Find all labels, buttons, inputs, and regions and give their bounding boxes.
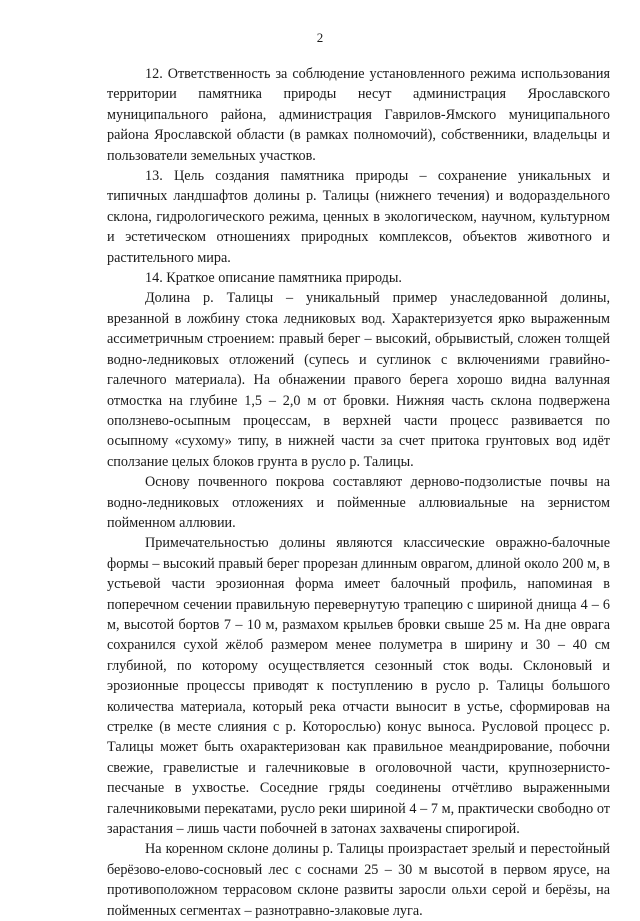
paragraph-vegetation: На коренном склоне долины р. Талицы произрастает зрелый и перестойный берёзово-елово-сосновый лес с соснами 25 – 30 м высотой в первом ярусе, на противоположном террасовом склоне развиты заросли ольхи серой и берёзы, на пойменных сегментах – разнотравно-злаковые луга.: [107, 841, 610, 919]
paragraph-description-heading: 14. Краткое описание памятника природы.: [145, 270, 402, 287]
paragraph-ravine-forms: Примечательностью долины являются классические овражно-балочные формы – высокий правый берег прорезан длинным оврагом, длиной около 200 м, в устьевой части эрозионная форма имеет балочный профиль, напоминая в поперечном сечении правильную перевернутую трапецию с шириной днища 4 – 6 м, высотой бортов 7 – 10 м, размахом крыльев бровки свыше 25 м. На дне оврага сохранился сухой жёлоб размером менее полуметра в ширину и 30 – 40 см глубиной, по которому осуществляется сезонный сток воды. Склоновый и эрозионные процессы приводят к поступлению в русло р. Талицы большого количества материала, который река отчасти выносит в устье, сформировав на стрелке (в месте слияния с р. Которослью) конус выноса. Русловой процесс р. Талицы может быть охарактеризован как правильное меандрирование, побочни свежие, гравелистые и галечниковые в оголовочной части, крупнозернисто-песчаные в ухвостье. Соседние гряды соединены отчётливо выраженными галечниковыми перекатами, русло реки шириной 4 – 7 м, практически свободно от зарастания – лишь части побочней в затонах захвачены спирогирой.: [107, 535, 610, 838]
paragraph-valley-overview: Долина р. Талицы – уникальный пример унаследованной долины, врезанной в ложбину стока ледниковых вод. Характеризуется ярко выраженным ассиметричным строением: правый берег – высокий, обрывистый, сложен толщей водно-ледниковых отложений (супесь и суглинок с включениями гравийно-галечного материала). На обнажении правого берега хорошо видна валунная отмостка на глубине 1,5 – 2,0 м от бровки. Нижняя часть склона подвержена оползнево-осыпным процессам, в верхней части процесс развивается по осыпному «сухому» типу, в нижней части за счет притока грунтовых вод идёт сползание целых блоков грунта в русло р. Талицы.: [107, 290, 610, 470]
paragraph-soil-cover: Основу почвенного покрова составляют дерново-подзолистые почвы на водно-ледниковых отложениях и пойменные аллювиальные на зернистом пойменном аллювии.: [107, 474, 610, 531]
page-number: 2: [316, 30, 324, 45]
paragraph-purpose: 13. Цель создания памятника природы – сохранение уникальных и типичных ландшафтов долины р. Талицы (нижнего течения) и водораздельного склона, гидрологического режима, ценных в экологическом, научном, культурном и эстетическом отношениях природных комплексов, объектов животного и растительного мира.: [107, 168, 610, 266]
document-body: [107, 64, 610, 921]
paragraph-responsibility: 12. Ответственность за соблюдение установленного режима использования территории памятника природы несут администрация Ярославского муниципального района, администрация Гаврилов-Ямского муниципального района Ярославской области (в рамках полномочий), собственники, владельцы и пользователи земельных участков.: [107, 66, 610, 164]
